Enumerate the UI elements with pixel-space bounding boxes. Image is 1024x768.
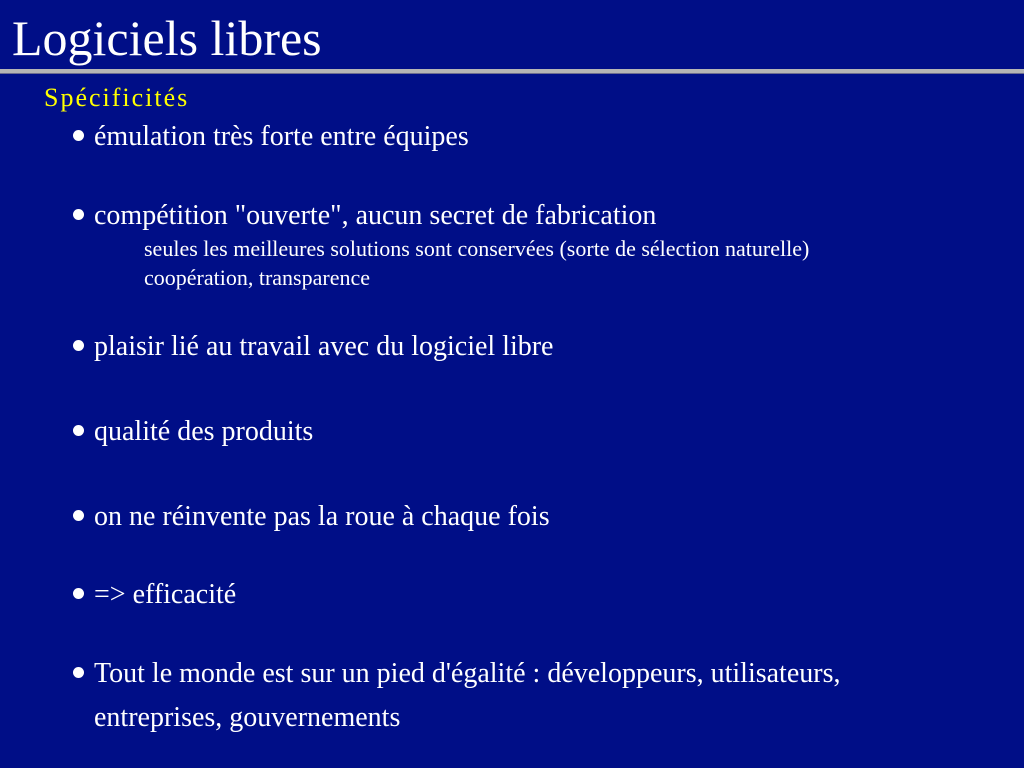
bullet-text: Tout le monde est sur un pied d'égalité : développeurs, utilisateurs, (94, 658, 841, 689)
slide-subtitle: Spécificités (44, 83, 190, 112)
bullet-item (73, 410, 313, 454)
bullet-item (73, 573, 236, 617)
sub-bullet-text: seules les meilleures solutions sont conservées (sorte de sélection naturelle) (144, 236, 810, 261)
bullet-item (73, 194, 656, 238)
bullet-dot-icon (73, 667, 84, 678)
bullet-text: => efficacité (94, 579, 237, 610)
bullet-dot-icon (73, 209, 84, 220)
bullet-item (73, 325, 553, 369)
bullet-item (73, 652, 840, 740)
bullet-dot-icon (73, 340, 84, 351)
bullet-dot-icon (73, 425, 84, 436)
bullet-continuation-text: entreprises, gouvernements (94, 702, 401, 733)
bullet-item (73, 115, 469, 159)
slide-title: Logiciels libres (12, 10, 322, 66)
title-divider (0, 69, 1024, 74)
bullet-dot-icon (73, 510, 84, 521)
bullet-item (73, 495, 550, 539)
sub-bullet-text: coopération, transparence (144, 265, 370, 290)
bullet-dot-icon (73, 588, 84, 599)
bullet-text: on ne réinvente pas la roue à chaque fois (94, 501, 550, 532)
bullet-text: émulation très forte entre équipes (94, 121, 469, 152)
bullet-text: qualité des produits (94, 416, 314, 447)
bullet-text: compétition "ouverte", aucun secret de fabrication (94, 200, 657, 231)
bullet-text: plaisir lié au travail avec du logiciel libre (94, 331, 554, 362)
bullet-dot-icon (73, 130, 84, 141)
